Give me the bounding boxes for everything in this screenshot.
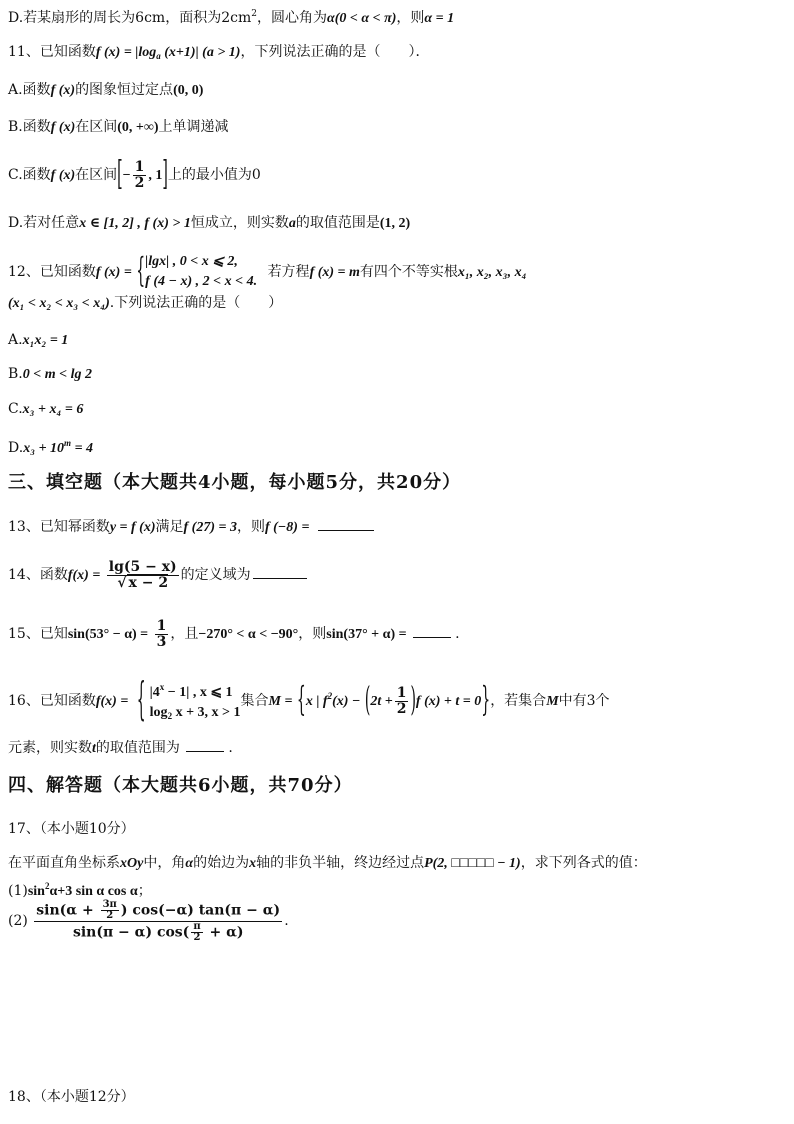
answer-blank[interactable]: [413, 623, 451, 638]
q12-stem-line2: (x₁ < x₂ < x₃ < x₄).下列说法正确的是（ ）: [8, 295, 283, 311]
answer-blank[interactable]: [253, 564, 307, 579]
q18-heading: 18、（本小题12分）: [8, 1089, 135, 1105]
fraction: sin(α + $\frac{3\pi}{2}$ ) cos(−α) tan(π − α) sin(π − α) cos( $\frac{\pi}{2}$ + α): [36, 898, 281, 943]
q12-option-b: B.0 < m < lg 2: [8, 366, 92, 382]
q13: 13、已知幂函数y = f (x)满足f (27) = 3，则f (−8) =: [8, 516, 374, 538]
q14: 14、函数f(x) = $\frac{\lg(5 - x)}{√ x - 2}$ 的定义域为: [8, 553, 307, 598]
fraction: $\frac{1}{2}$: [396, 684, 407, 717]
q16-line2: 元素，则实数t的取值范围为 .: [8, 737, 233, 759]
q17-stem: 在平面直角坐标系xOy中，角α的始边为x轴的非负半轴，终边经过点P(2, □□□□□ − 1)，求下列各式的值：: [8, 855, 647, 871]
q12-option-c: C.x₃ + x₄ = 6: [8, 401, 84, 417]
q16: 16、已知函数f(x) = { $|4^x - 1|$ , x ⩽ 1 $\log_2 x + 3$, x > 1 集合M = {x | $f^2(x) - (2t$ + $\frac{1}{2}$ )f (x) + t = 0}，若集合M中有3个: [8, 666, 610, 732]
q12-stem: 12、已知函数f (x) = { |lgx| , 0 < x ⩽ 2, f (4 − x) , 2 < x < 4. 若方程f (x) = m有四个不等实根x₁, x₂, x₃, x₄: [8, 251, 526, 294]
fraction: $\frac{1}{2}$: [134, 158, 145, 191]
q11-option-a: A.函数f (x)的图象恒过定点(0, 0): [8, 82, 204, 98]
q11-option-b: B.函数f (x)在区间(0, +∞)上单调递减: [8, 119, 229, 135]
left-bracket: [: [117, 155, 123, 195]
answer-blank[interactable]: [186, 737, 224, 752]
left-brace: {: [136, 675, 146, 727]
q15: 15、已知sin(53° − α) = $\frac{1}{3}$ ，且−270° < α < −90°，则sin(37° + α) = .: [8, 617, 460, 650]
section-4-heading: 四、解答题（本大题共6小题，共70分）: [8, 775, 353, 796]
q11-option-c: C.函数f (x)在区间[− $\frac{1}{2}$ , 1]上的最小值为0: [8, 155, 261, 196]
piecewise-cases: |lgx| , 0 < x ⩽ 2, f (4 − x) , 2 < x < 4.: [145, 254, 258, 289]
q11-option-d: D.若对任意x ∈ [1, 2] , f (x) > 1恒成立，则实数a的取值范围是(1, 2): [8, 215, 411, 231]
q12-option-d: $D.x_3 + 10^m = 4$: [8, 438, 94, 456]
q10-option-d: D.若某扇形的周长为6cm，面积为$2cm^2$，圆心角为α(0 < α < π)，则α = 1: [8, 9, 455, 26]
piecewise-cases: $|4^x - 1|$ , x ⩽ 1 $\log_2 x + 3$, x > 1: [149, 681, 241, 721]
q12-option-a: A.x₁x₂ = 1: [8, 332, 69, 348]
q17-heading: 17、（本小题10分）: [8, 821, 135, 837]
left-brace: {: [136, 252, 146, 292]
q17-part-1: $(1)\sin^2\alpha+3$ sin α cos α；: [8, 881, 152, 899]
right-bracket: ]: [162, 155, 168, 195]
fraction: $\frac{\lg(5 - x)}{√ x - 2}$: [108, 558, 177, 591]
q17-part-2: (2) sin(α + $\frac{3\pi}{2}$ ) cos(−α) tan(π − α) sin(π − α) cos( $\frac{\pi}{2}$ + α) .: [8, 898, 289, 943]
fraction: $\frac{1}{3}$: [156, 617, 167, 650]
q11-stem: 11、已知函数f $(x) = |\log_a$ (x+1)| (a > 1)，下列说法正确的是（ ）．: [8, 44, 430, 61]
answer-blank[interactable]: [318, 516, 374, 531]
section-3-heading: 三、填空题（本大题共4小题，每小题5分，共20分）: [8, 472, 462, 493]
